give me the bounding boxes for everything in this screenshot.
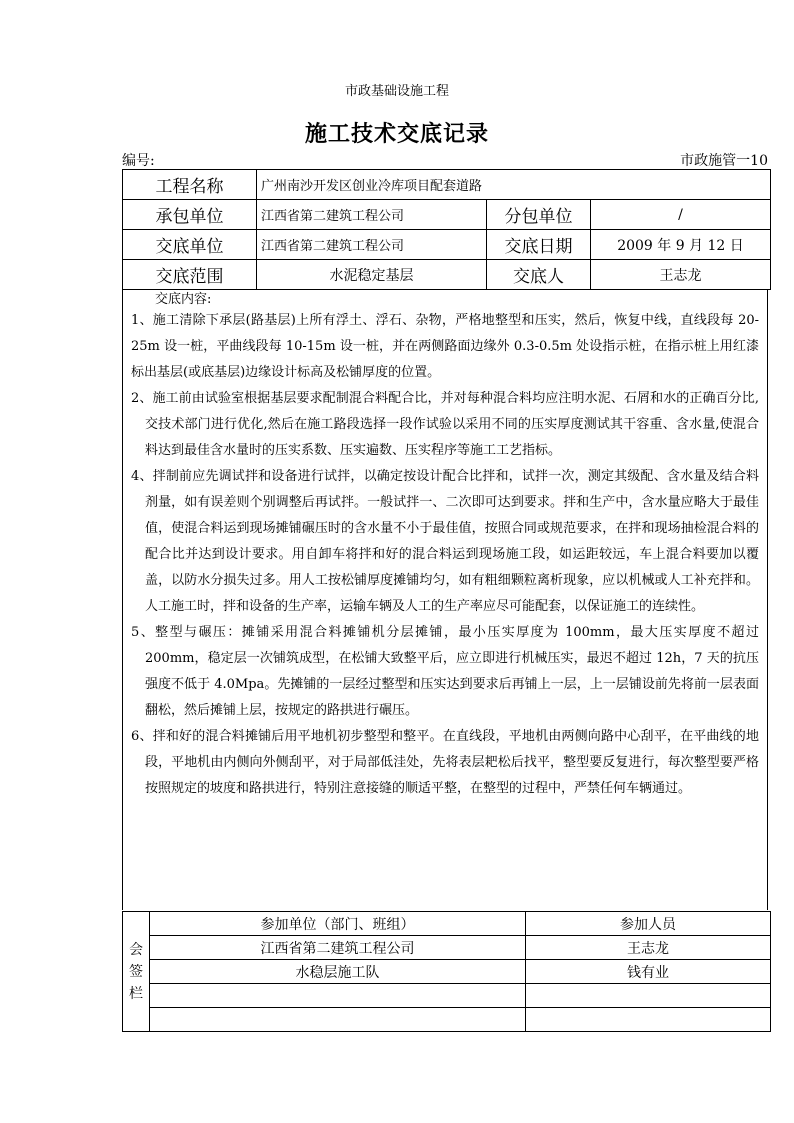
contractor-label: 承包单位 — [123, 200, 257, 230]
date-label: 交底日期 — [487, 230, 591, 260]
issuer-label: 交底单位 — [123, 230, 257, 260]
date-value: 2009 年 9 月 12 日 — [591, 230, 771, 260]
signature-row — [123, 1008, 771, 1032]
content-paragraph-6: 6、拌和好的混合料摊铺后用平地机初步整型和整平。在直线段，平地机由两侧向路中心刮平，在平曲线的地段，平地机由内侧向外侧刮平，对于局部低洼处，先将表层耙松后找平，整型要反复进行，每次整型要严格按照规定的坡度和路拱进行，特别注意接缝的顺适平整，在整型的过程中，严禁任何车辆通过。 — [131, 729, 759, 796]
person-column-header: 参加人员 — [526, 912, 771, 936]
project-label: 工程名称 — [123, 170, 257, 200]
signature-person — [526, 1008, 771, 1032]
project-row — [123, 170, 771, 200]
signature-row — [123, 936, 771, 960]
signature-person: 王志龙 — [526, 936, 771, 960]
signature-unit: 江西省第二建筑工程公司 — [150, 936, 526, 960]
scope-label: 交底范围 — [123, 260, 257, 290]
content-paragraph-1: 1、施工清除下承层(路基层)上所有浮土、浮石、杂物，严格地整型和压实，然后，恢复中线，直线段每 20-25m 设一桩，平曲线段每 10-15m 设一桩，并在两侧路面边缘外 0.3-0.5m 处设指示桩，在指示桩上用红漆标出基层(或底基层)边缘设计标高及松铺厚度的位置。 — [131, 313, 759, 380]
signature-person — [526, 984, 771, 1008]
signature-row — [123, 960, 771, 984]
signature-unit — [150, 1008, 526, 1032]
signature-header-row — [123, 912, 771, 936]
document-subtitle: 市政基础设施工程 — [344, 84, 449, 99]
subcontractor-label: 分包单位 — [487, 200, 591, 230]
content-heading: 交底内容: — [155, 292, 212, 307]
signature-side-label — [123, 912, 150, 1032]
contractor-row — [123, 200, 771, 230]
number-value: 市政施管一10 — [680, 153, 768, 169]
content-paragraph-4: 4、拌制前应先调试拌和设备进行试拌，以确定按设计配合比拌和，试拌一次，测定其级配、含水量及结合料剂量，如有误差则个别调整后再试拌。一般试拌一、二次即可达到要求。拌和生产中，含水量应略大于最佳值，使混合料运到现场摊铺碾压时的含水量不小于最佳值，按照合同或规范要求，在拌和现场抽检混合料的配合比并达到设计要求。用自卸车将拌和好的混合料运到现场施工段，如运距较远，车上混合料要加以覆盖，以防水分损失过多。用人工按松铺厚度摊铺均匀，如有粗细颗粒离析现象，应以机械或人工补充拌和。人工施工时，拌和设备的生产率，运输车辆及人工的生产率应尽可能配套，以保证施工的连续性。 — [131, 469, 759, 614]
scope-value: 水泥稳定基层 — [257, 260, 487, 290]
person-label: 交底人 — [487, 260, 591, 290]
document-title: 施工技术交底记录 — [304, 121, 489, 147]
issuer-value: 江西省第二建筑工程公司 — [257, 230, 487, 260]
person-value: 王志龙 — [591, 260, 771, 290]
content-section — [122, 290, 768, 910]
header-table — [122, 169, 771, 290]
content-paragraph-2: 2、施工前由试验室根据基层要求配制混合料配合比，并对每种混合料均应注明水泥、石屑和水的正确百分比,交技术部门进行优化,然后在施工路段选择一段作试验以采用不同的压实厚度测试其干容重、含水量,使混合料达到最佳含水量时的压实系数、压实遍数、压实程序等施工工艺指标。 — [131, 391, 759, 458]
issuer-row — [123, 230, 771, 260]
side-char-1: 会 — [129, 941, 143, 958]
signature-unit: 水稳层施工队 — [150, 960, 526, 984]
signature-person: 钱有业 — [526, 960, 771, 984]
scope-row — [123, 260, 771, 290]
signature-unit — [150, 984, 526, 1008]
number-label: 编号: — [122, 153, 155, 169]
subcontractor-value: / — [591, 200, 771, 230]
project-value: 广州南沙开发区创业冷库项目配套道路 — [257, 170, 771, 200]
side-char-3: 栏 — [129, 985, 143, 1002]
unit-column-header: 参加单位（部门、班组） — [150, 912, 526, 936]
side-char-2: 签 — [129, 963, 143, 980]
content-paragraph-5: 5、整型与碾压：摊铺采用混合料摊铺机分层摊铺，最小压实厚度为 100mm，最大压实厚度不超过 200mm，稳定层一次铺筑成型，在松铺大致整平后，应立即进行机械压实，最迟不超过 12h，7 天的抗压强度不低于 4.0Mpa。先摊铺的一层经过整型和压实达到要求后再铺上一层，上一层铺设前先将前一层表面翻松，然后摊铺上层，按规定的路拱进行碾压。 — [131, 625, 759, 718]
signature-table — [122, 911, 771, 1032]
contractor-value: 江西省第二建筑工程公司 — [257, 200, 487, 230]
signature-row — [123, 984, 771, 1008]
